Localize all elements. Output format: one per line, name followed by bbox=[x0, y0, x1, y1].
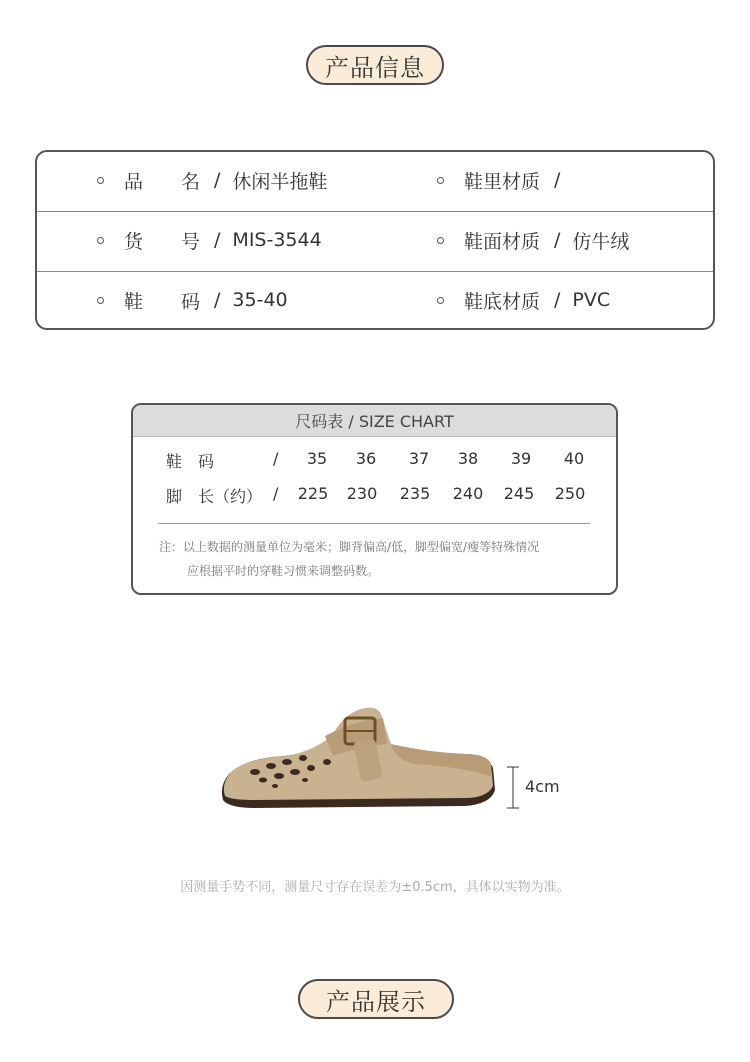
length-value: 235 bbox=[399, 484, 431, 503]
size-value: 38 bbox=[457, 449, 479, 468]
info-row bbox=[37, 271, 713, 329]
info-value: 仿牛绒 bbox=[572, 230, 630, 253]
info-cell-upper bbox=[437, 212, 629, 268]
size-row-separator: / bbox=[273, 484, 279, 503]
size-value: 40 bbox=[563, 449, 585, 468]
info-cell-item-no bbox=[97, 212, 322, 268]
size-chart bbox=[131, 403, 618, 595]
note-line: 应根据平时的穿鞋习惯来调整码数。 bbox=[187, 564, 380, 578]
size-chart-note bbox=[159, 535, 599, 583]
info-cell-sole bbox=[437, 272, 610, 328]
info-cell-lining bbox=[437, 152, 572, 208]
info-separator: / bbox=[554, 289, 561, 311]
length-value: 230 bbox=[346, 484, 378, 503]
info-label: 品 名 bbox=[124, 170, 201, 193]
info-separator: / bbox=[554, 229, 561, 251]
size-chart-row-shoe-size bbox=[133, 449, 616, 471]
info-label: 鞋面材质 bbox=[464, 230, 541, 253]
size-chart-divider bbox=[158, 523, 590, 524]
size-chart-title: 尺码表 / SIZE CHART bbox=[133, 405, 616, 437]
bullet-icon bbox=[437, 237, 444, 244]
info-label: 鞋 码 bbox=[124, 290, 201, 313]
info-cell-size bbox=[97, 272, 288, 328]
info-row bbox=[37, 211, 713, 269]
info-row bbox=[37, 152, 713, 210]
bullet-icon bbox=[97, 237, 104, 244]
bullet-icon bbox=[437, 177, 444, 184]
section-title-product-info: 产品信息 bbox=[306, 45, 444, 85]
section-title-product-display: 产品展示 bbox=[298, 979, 454, 1019]
size-value: 35 bbox=[306, 449, 328, 468]
bullet-icon bbox=[97, 297, 104, 304]
size-value: 36 bbox=[355, 449, 377, 468]
size-row-label: 脚 长（约） bbox=[166, 487, 263, 506]
size-value: 39 bbox=[510, 449, 532, 468]
measurement-caption: 因测量手势不同，测量尺寸存在误差为±0.5cm，具体以实物为准。 bbox=[180, 880, 570, 895]
info-label: 货 号 bbox=[124, 230, 201, 253]
size-chart-row-foot-length bbox=[133, 484, 616, 506]
info-separator: / bbox=[214, 289, 221, 311]
height-label: 4cm bbox=[525, 777, 560, 796]
length-value: 250 bbox=[554, 484, 586, 503]
length-value: 225 bbox=[297, 484, 329, 503]
info-label: 鞋里材质 bbox=[464, 170, 541, 193]
info-value: 35-40 bbox=[232, 289, 288, 311]
size-row-label: 鞋 码 bbox=[166, 452, 215, 471]
length-value: 245 bbox=[503, 484, 535, 503]
bullet-icon bbox=[97, 177, 104, 184]
length-value: 240 bbox=[452, 484, 484, 503]
info-value: 休闲半拖鞋 bbox=[232, 170, 328, 193]
product-info-table bbox=[35, 150, 715, 330]
note-line: 注：以上数据的测量单位为毫米；脚背偏高/低，脚型偏宽/瘦等特殊情况 bbox=[159, 540, 540, 554]
info-cell-name bbox=[97, 152, 327, 208]
info-label: 鞋底材质 bbox=[464, 290, 541, 313]
size-row-separator: / bbox=[273, 449, 279, 468]
info-separator: / bbox=[214, 229, 221, 251]
size-value: 37 bbox=[408, 449, 430, 468]
info-separator: / bbox=[554, 169, 561, 191]
bullet-icon bbox=[437, 297, 444, 304]
info-separator: / bbox=[214, 169, 221, 191]
info-value: MIS-3544 bbox=[232, 229, 322, 251]
shoe-product-image bbox=[215, 700, 505, 820]
info-value: PVC bbox=[572, 289, 611, 311]
